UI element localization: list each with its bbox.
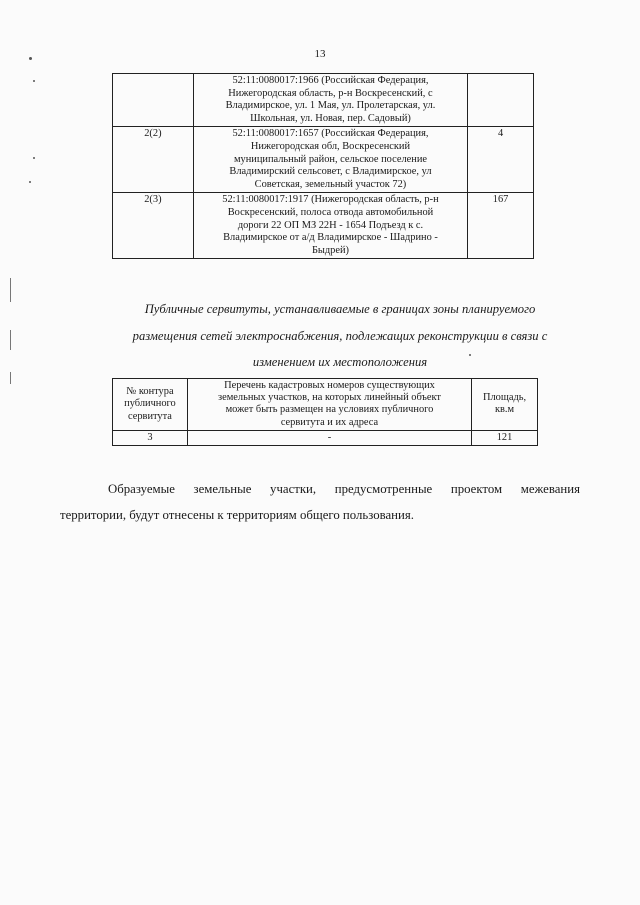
scan-mark bbox=[10, 278, 11, 302]
table-row bbox=[113, 430, 538, 446]
paragraph-line: Образуемые земельные участки, предусмотренные проектом межевания bbox=[108, 482, 580, 496]
header-line: кв.м bbox=[494, 404, 515, 416]
header-line: сервитута и их адреса bbox=[280, 416, 379, 428]
header-line: Перечень кадастровых номеров существующих bbox=[224, 380, 435, 391]
cell-line: муниципальный район, сельское поселение bbox=[233, 153, 427, 165]
header-line: Площадь, bbox=[482, 392, 527, 404]
scan-speck bbox=[29, 57, 32, 60]
cell-line: Владимирский сельсовет, с Владимирское, ул bbox=[229, 166, 432, 178]
contour-number-cell: 2(3) bbox=[113, 193, 194, 259]
table-row bbox=[113, 127, 534, 193]
scan-speck bbox=[29, 181, 31, 183]
scan-speck bbox=[33, 80, 35, 82]
cell-line: Быдрей) bbox=[311, 244, 349, 256]
public-servitude-table bbox=[112, 378, 538, 446]
contour-number-cell: 3 bbox=[113, 430, 188, 446]
scan-speck bbox=[33, 157, 35, 159]
cell-line: Советская, земельный участок 72) bbox=[254, 178, 407, 190]
header-line: сервитута bbox=[128, 410, 172, 422]
section-heading-line: Публичные сервитуты, устанавливаемые в границах зоны планируемого bbox=[144, 302, 536, 316]
contour-number-cell: 2(2) bbox=[113, 127, 194, 193]
cell-line: 52:11:0080017:1966 (Российская Федерация, bbox=[232, 75, 429, 86]
section-heading-line: изменением их местоположения bbox=[252, 355, 428, 369]
header-contour-number bbox=[113, 379, 188, 431]
table-header-row bbox=[113, 379, 538, 431]
header-line: земельных участков, на которых линейный объект bbox=[218, 392, 441, 404]
cell-line: 52:11:0080017:1657 (Российская Федерация, bbox=[232, 128, 429, 140]
cadastral-address-cell bbox=[193, 74, 467, 127]
area-cell bbox=[468, 74, 534, 127]
cell-line: Нижегородская обл, Воскресенский bbox=[250, 140, 411, 152]
cell-line: Владимирское от а/д Владимирское - Шадрино - bbox=[223, 232, 438, 244]
section-heading-line: размещения сетей электроснабжения, подлежащих реконструкции в связи с bbox=[132, 329, 548, 343]
scan-speck bbox=[469, 354, 471, 356]
page-number: 13 bbox=[314, 48, 326, 60]
header-cadastral-list bbox=[187, 379, 471, 431]
land-plots-table bbox=[112, 73, 534, 259]
scan-mark bbox=[10, 330, 11, 350]
area-cell: 121 bbox=[472, 430, 538, 446]
area-cell: 167 bbox=[468, 193, 534, 259]
cadastral-address-cell: - bbox=[187, 430, 471, 446]
area-cell: 4 bbox=[468, 127, 534, 193]
scan-mark bbox=[10, 372, 11, 384]
cell-line: Владимирское, ул. 1 Мая, ул. Пролетарская, ул. bbox=[225, 100, 436, 112]
cell-line: Нижегородская область, р-н Воскресенский, с bbox=[228, 87, 433, 99]
paragraph-line: территории, будут отнесены к территориям общего пользования. bbox=[60, 508, 414, 522]
table-row bbox=[113, 74, 534, 127]
table-row bbox=[113, 193, 534, 259]
cell-line: дороги 22 ОП МЗ 22Н - 1654 Подъезд к с. bbox=[237, 219, 424, 231]
header-line: № контура bbox=[126, 386, 174, 398]
header-line: публичного bbox=[124, 398, 176, 410]
header-area bbox=[472, 379, 538, 431]
header-line: может быть размещен на условиях публичного bbox=[225, 404, 434, 416]
cadastral-address-cell bbox=[193, 127, 467, 193]
cadastral-address-cell bbox=[193, 193, 467, 259]
cell-line: 52:11:0080017:1917 (Нижегородская область, р-н bbox=[222, 194, 439, 206]
cell-line: Воскресенский, полоса отвода автомобильной bbox=[227, 206, 434, 218]
cell-line: Школьная, ул. Новая, пер. Садовый) bbox=[250, 112, 411, 124]
contour-number-cell bbox=[113, 74, 194, 127]
